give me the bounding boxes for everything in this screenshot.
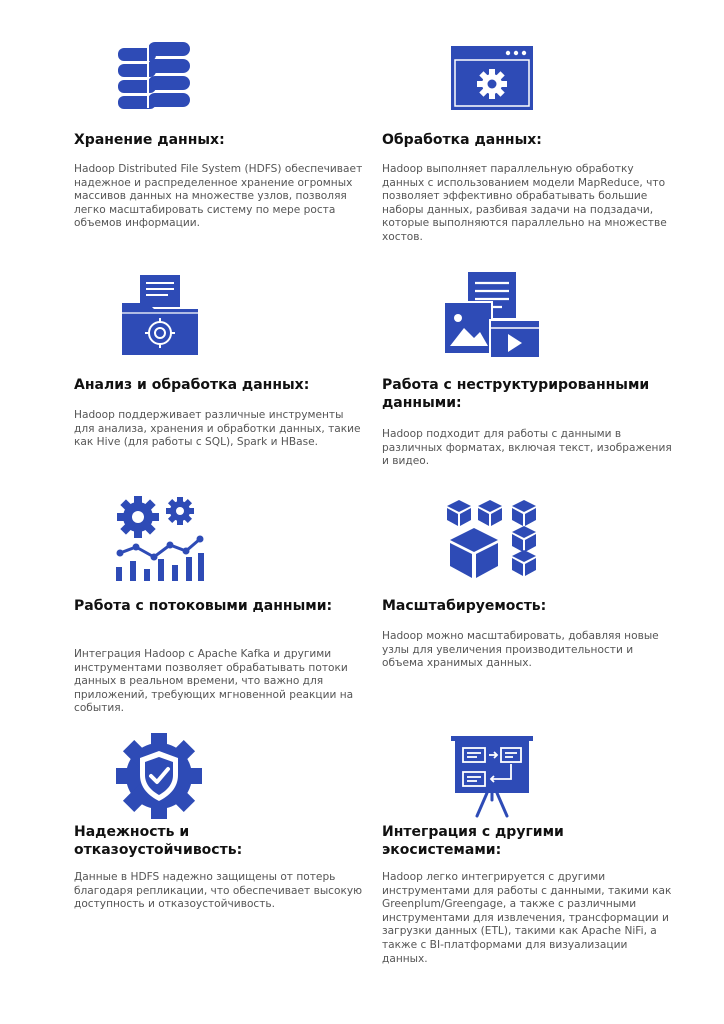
folder-gear-icon — [122, 275, 198, 355]
feature-text-processing: Hadoop выполняет параллельную обработку данных с использованием модели MapReduce, что позволяет эффективно обрабатывать большие наборы данных, разбивая задачи на подзадачи, которые выполняются параллельно на множестве хостов. — [382, 163, 667, 243]
database-icon — [118, 42, 190, 110]
feature-text-streaming: Интеграция Hadoop с Apache Kafka и другими инструментами позволяет обрабатывать потоки данных в реальном времени, что важно для приложений, требующих мгновенной реакции на события. — [74, 648, 354, 715]
presentation-board-icon — [451, 736, 533, 818]
feature-title-scalability: Масштабируемость: — [382, 598, 547, 614]
gears-chart-icon — [116, 495, 204, 583]
feature-text-scalability: Hadoop можно масштабировать, добавляя новые узлы для увеличения производительности и объема хранимых данных. — [382, 630, 659, 670]
feature-title-unstructured: Работа с неструктурированными данными: — [382, 377, 650, 411]
feature-title-integration: Интеграция с другими экосистемами: — [382, 824, 564, 858]
feature-title-reliability: Надежность и отказоустойчивость: — [74, 824, 243, 858]
feature-text-storage: Hadoop Distributed File System (HDFS) обеспечивает надежное и распределенное хранение огромных массивов данных на множестве узлов, позволяя легко масштабировать систему по мере роста объемов информации. — [74, 163, 363, 230]
feature-title-analysis: Анализ и обработка данных: — [74, 377, 310, 393]
cubes-icon — [446, 498, 538, 578]
media-files-icon — [444, 272, 540, 358]
feature-text-unstructured: Hadoop подходит для работы с данными в различных форматах, включая текст, изображения и видео. — [382, 428, 672, 468]
feature-title-storage: Хранение данных: — [74, 132, 225, 148]
gear-shield-check-icon — [116, 733, 202, 819]
feature-text-integration: Hadoop легко интегрируется с другими инструментами для работы с данными, такими как Greenplum/Greengage, а также с различными инструментами для извлечения, трансформации и загрузки данных (ETL), такими как Apache NiFi, а также с BI-платформами для визуализации данных. — [382, 871, 672, 965]
feature-text-reliability: Данные в HDFS надежно защищены от потерь благодаря репликации, что обеспечивает высокую доступность и отказоустойчивость. — [74, 871, 363, 911]
feature-title-streaming: Работа с потоковыми данными: — [74, 598, 333, 614]
feature-title-processing: Обработка данных: — [382, 132, 542, 148]
feature-text-analysis: Hadoop поддерживает различные инструменты для анализа, хранения и обработки данных, такие как Hive (для работы с SQL), Spark и HBase. — [74, 409, 361, 449]
browser-gear-icon — [451, 46, 533, 110]
